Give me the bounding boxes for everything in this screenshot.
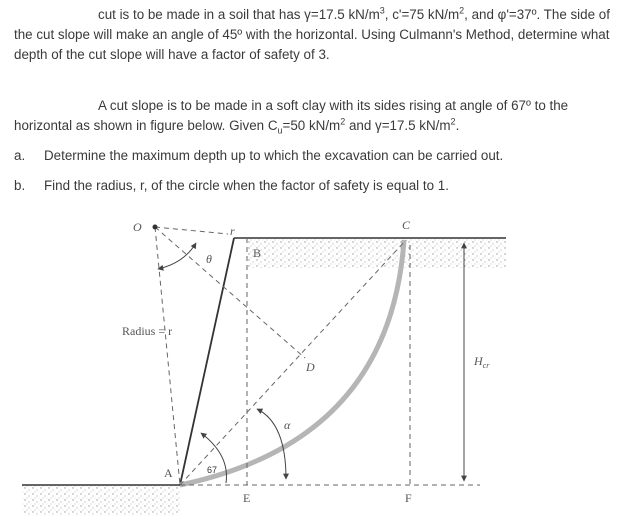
problem1-text: cut is to be made in a soil that has γ=17.5 $kN/m^3$, c'=75 $kN/m^2$, and φ'=37º. The side of the cut slope will make an angle of 45º with the horizontal. Using Culmann's Method, determine what depth of the cut slope will have a factor of safety of 3.	[14, 5, 610, 62]
list-item: a. Determine the maximum depth up to which the excavation can be carried out.	[14, 148, 504, 163]
alpha-arc	[257, 409, 286, 479]
label-alpha: α	[284, 418, 291, 432]
slope-failure-figure	[0, 205, 635, 527]
slope-face	[180, 238, 234, 485]
label-c: C	[402, 218, 411, 232]
label-b: B	[253, 246, 262, 260]
list-item: b. Find the radius, r, of the circle when the factor of safety is equal to 1.	[14, 178, 449, 193]
label-d: D	[306, 360, 315, 374]
label-angle-67: 67	[207, 465, 218, 475]
problem2-text: A cut slope is to be made in a soft clay with its sides rising at angle of 67º to the horizontal as shown in figure below. Given $C_u=50$ $kN/m^2$ and γ=17.5 $kN/m^2$.	[14, 98, 569, 136]
center-point-o	[153, 225, 158, 230]
label-e: E	[243, 491, 251, 505]
theta-arc	[158, 243, 196, 269]
label-hcr: $H_{cr}$	[474, 354, 490, 370]
label-radius: Radius = r	[122, 324, 173, 338]
label-f: F	[405, 491, 412, 505]
question-list-a	[14, 146, 624, 166]
top-soil-hatch	[248, 238, 506, 268]
label-theta: θ	[206, 252, 212, 266]
base-soil-hatch	[22, 485, 180, 515]
radius-line-top	[155, 227, 228, 234]
label-r: r	[230, 224, 235, 238]
label-o: O	[133, 220, 142, 234]
label-a: A	[164, 466, 173, 480]
question-list-b	[14, 176, 624, 196]
